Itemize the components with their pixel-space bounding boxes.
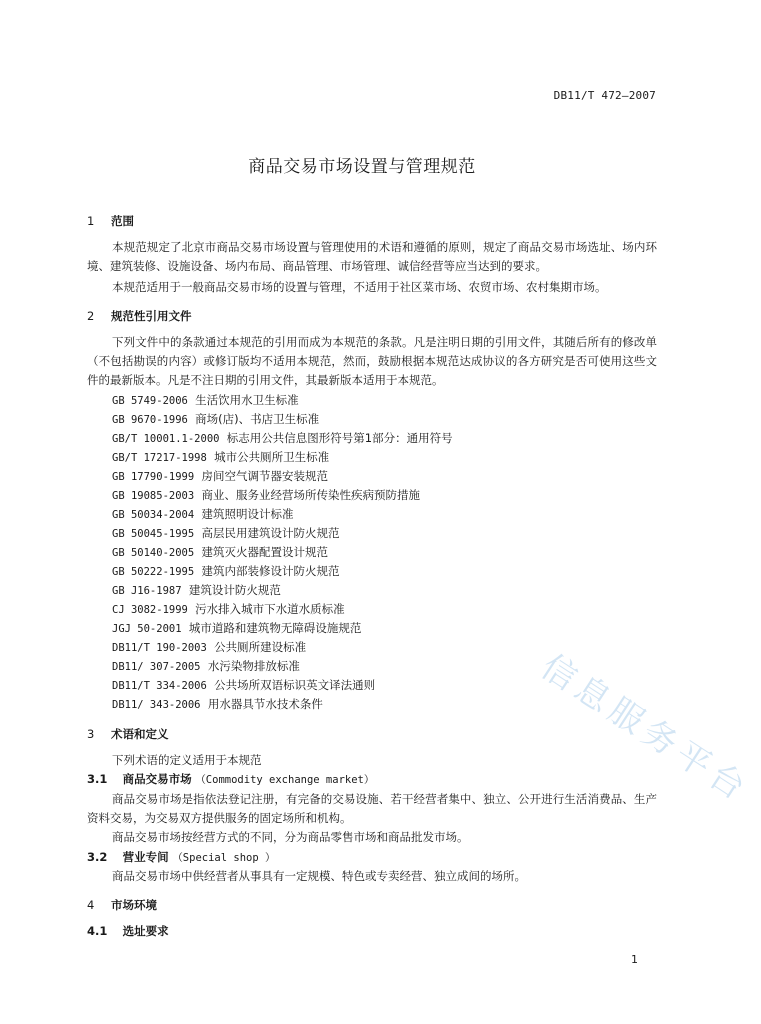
paragraph: 商品交易市场是指依法登记注册，有完备的交易设施、若干经营者集中、独立、公开进行生活消费品、生产资料交易，为交易双方提供服务的固定场所和机构。 [87, 792, 657, 825]
subsection-number: 3.1 [87, 772, 108, 786]
reference-item [112, 658, 300, 674]
document-title: 商品交易市场设置与管理规范 [248, 157, 476, 177]
reference-name: 建筑照明设计标准 [201, 507, 294, 521]
reference-name: 城市道路和建筑物无障碍设施规范 [188, 621, 362, 635]
reference-item [112, 544, 328, 560]
reference-code: GB 50034-2004 [112, 509, 195, 521]
subsection-english-term: （Commodity exchange market） [195, 774, 375, 786]
reference-item [112, 430, 453, 446]
subsection-heading-3-1 [87, 771, 374, 787]
reference-code: DB11/ 307-2005 [112, 661, 201, 673]
subsection-title: 商品交易市场 [122, 772, 192, 786]
reference-name: 水污染物排放标准 [207, 659, 300, 673]
section-heading-1 [87, 213, 134, 229]
reference-name: 生活饮用水卫生标准 [195, 393, 299, 407]
reference-name: 高层民用建筑设计防火规范 [201, 526, 340, 540]
reference-name: 公共场所双语标识英文译法通则 [214, 678, 376, 692]
section-title: 术语和定义 [111, 727, 169, 741]
reference-code: GB J16-1987 [112, 585, 182, 597]
reference-code: GB 17790-1999 [112, 471, 195, 483]
watermark-text: 信息服务平台 [533, 646, 757, 811]
reference-name: 建筑灭火器配置设计规范 [201, 545, 328, 559]
section-heading-3 [87, 726, 169, 742]
paragraph: 下列文件中的条款通过本规范的引用而成为本规范的条款。凡是注明日期的引用文件，其随后所有的修改单（不包括勘误的内容）或修订版均不适用本规范，然而，鼓励根据本规范达成协议的各方研究是否可使用这些文件的最新版本。凡是不注日期的引用文件，其最新版本适用于本规范。 [87, 335, 657, 387]
reference-name: 公共厕所建设标准 [214, 640, 307, 654]
section-number: 2 [87, 309, 95, 323]
reference-name: 用水器具节水技术条件 [207, 697, 323, 711]
reference-code: GB 50140-2005 [112, 547, 195, 559]
paragraph: 商品交易市场按经营方式的不同，分为商品零售市场和商品批发市场。 [112, 830, 469, 844]
section-title: 市场环境 [111, 898, 158, 912]
subsection-english-term: （Special shop ） [172, 852, 276, 864]
section-heading-2 [87, 308, 192, 324]
subsection-title: 营业专间 [122, 850, 169, 864]
reference-code: DB11/T 190-2003 [112, 642, 207, 654]
reference-code: DB11/ 343-2006 [112, 699, 201, 711]
reference-code: GB 50045-1995 [112, 528, 195, 540]
subsection-number: 4.1 [87, 924, 108, 938]
subsection-heading-3-2 [87, 849, 276, 865]
reference-item [112, 582, 281, 598]
section-number: 4 [87, 898, 95, 912]
subsection-number: 3.2 [87, 850, 108, 864]
reference-name: 城市公共厕所卫生标准 [214, 450, 330, 464]
reference-code: JGJ 50-2001 [112, 623, 182, 635]
reference-code: GB 9670-1996 [112, 414, 188, 426]
reference-name: 建筑内部装修设计防火规范 [201, 564, 340, 578]
reference-code: GB 19085-2003 [112, 490, 195, 502]
reference-item [112, 563, 340, 579]
section-number: 3 [87, 727, 95, 741]
reference-code: GB 50222-1995 [112, 566, 195, 578]
subsection-heading-4-1 [87, 923, 169, 939]
reference-item [112, 468, 328, 484]
reference-name: 污水排入城市下水道水质标准 [195, 602, 345, 616]
reference-name: 商场(店)、书店卫生标准 [195, 412, 320, 426]
reference-item [112, 392, 299, 408]
reference-name: 标志用公共信息图形符号第1部分：通用符号 [226, 431, 453, 445]
section-title: 规范性引用文件 [111, 309, 192, 323]
standard-code: DB11/T 472—2007 [553, 89, 656, 102]
reference-item [112, 487, 420, 503]
page-number: 1 [631, 953, 638, 966]
reference-item [112, 525, 340, 541]
reference-item [112, 411, 319, 427]
subsection-title: 选址要求 [122, 924, 169, 938]
paragraph: 商品交易市场中供经营者从事具有一定规模、特色或专卖经营、独立成间的场所。 [112, 869, 526, 883]
reference-code: CJ 3082-1999 [112, 604, 188, 616]
section-title: 范围 [111, 214, 135, 228]
reference-item [112, 639, 306, 655]
reference-name: 建筑设计防火规范 [188, 583, 281, 597]
section-heading-4 [87, 897, 157, 913]
reference-code: GB 5749-2006 [112, 395, 188, 407]
reference-item [112, 677, 375, 693]
paragraph: 本规范规定了北京市商品交易市场设置与管理使用的术语和遵循的原则，规定了商品交易市场选址、场内环境、建筑装修、设施设备、场内布局、商品管理、市场管理、诚信经营等应当达到的要求。 [87, 240, 657, 273]
paragraph: 下列术语的定义适用于本规范 [112, 753, 262, 767]
reference-name: 房间空气调节器安装规范 [201, 469, 328, 483]
reference-code: DB11/T 334-2006 [112, 680, 207, 692]
reference-code: GB/T 10001.1-2000 [112, 433, 220, 445]
reference-item [112, 506, 294, 522]
reference-item [112, 620, 361, 636]
reference-item [112, 601, 345, 617]
reference-item [112, 696, 323, 712]
reference-name: 商业、服务业经营场所传染性疾病预防措施 [201, 488, 420, 502]
reference-item [112, 449, 329, 465]
paragraph: 本规范适用于一般商品交易市场的设置与管理，不适用于社区菜市场、农贸市场、农村集期市场。 [112, 280, 607, 294]
reference-code: GB/T 17217-1998 [112, 452, 207, 464]
section-number: 1 [87, 214, 95, 228]
